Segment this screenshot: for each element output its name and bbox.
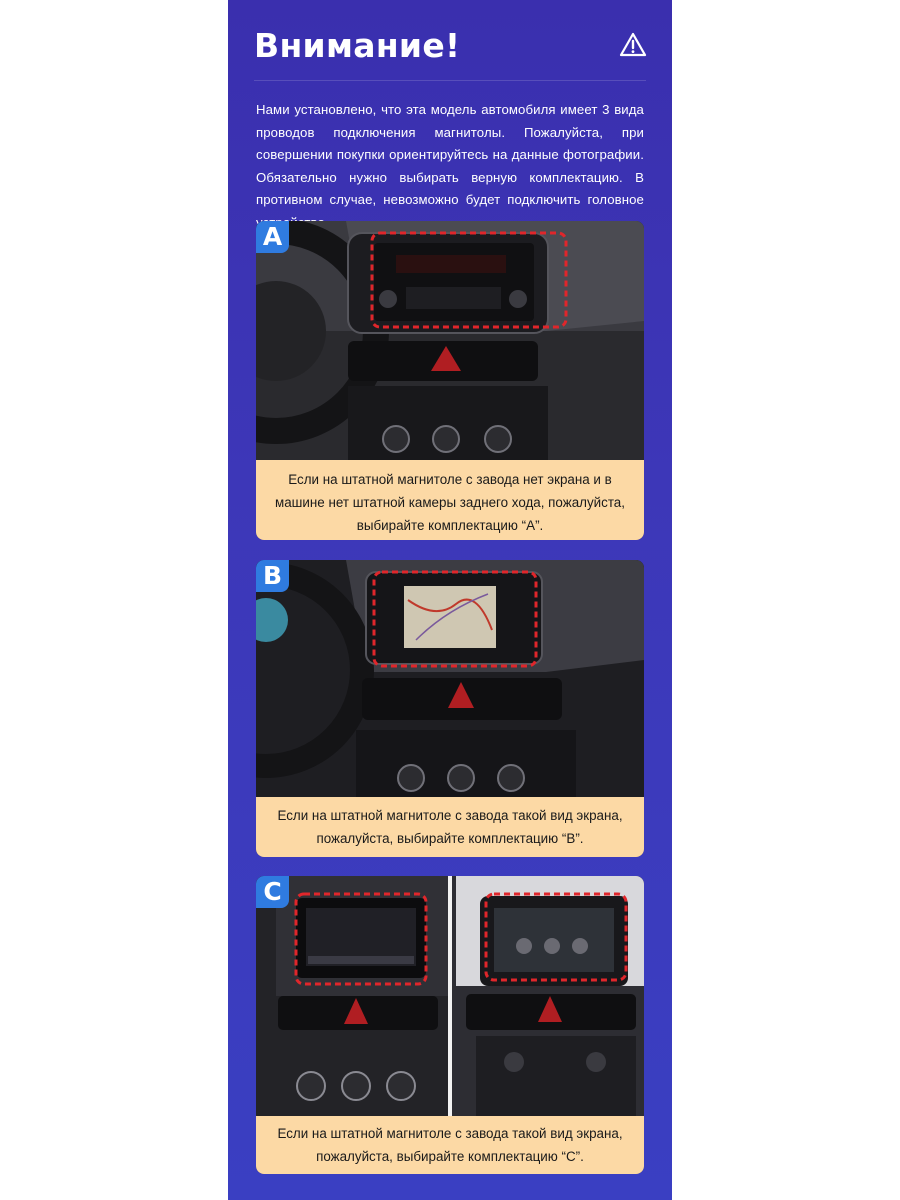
- warning-triangle-icon: [618, 30, 648, 60]
- car-dashboard-photo-c: [256, 876, 644, 1116]
- option-letter-badge: C: [256, 876, 289, 908]
- car-dashboard-photo-a: [256, 221, 644, 461]
- header-divider: [254, 80, 646, 81]
- option-a-card: [256, 221, 644, 540]
- intro-text: Нами установлено, что эта модель автомобиля имеет 3 вида проводов подключения магнитолы. Пожалуйста, при совершении покупки ориентируйтесь на данные фотографии. Обязательно нужно выбирать верную комплектацию. В противном случае, невозможно будет подключить головное: [256, 102, 644, 207]
- option-b-card: [256, 560, 644, 857]
- option-c-card: [256, 876, 644, 1174]
- notice-panel: [228, 0, 672, 1200]
- option-letter-badge: A: [256, 221, 289, 253]
- page-title: Внимание!: [254, 26, 461, 65]
- option-letter-badge: B: [256, 560, 289, 592]
- option-a-caption: Если на штатной магнитоле с завода нет экрана и в машине нет штатной камеры заднего хода, пожалуйста, выбирайте комплектацию “A”.: [256, 460, 644, 540]
- option-b-caption: Если на штатной магнитоле с завода такой вид экрана, пожалуйста, выбирайте комплектацию “B”.: [256, 797, 644, 857]
- car-dashboard-photo-b: [256, 560, 644, 798]
- option-c-caption: Если на штатной магнитоле с завода такой вид экрана, пожалуйста, выбирайте комплектацию “C”.: [256, 1116, 644, 1174]
